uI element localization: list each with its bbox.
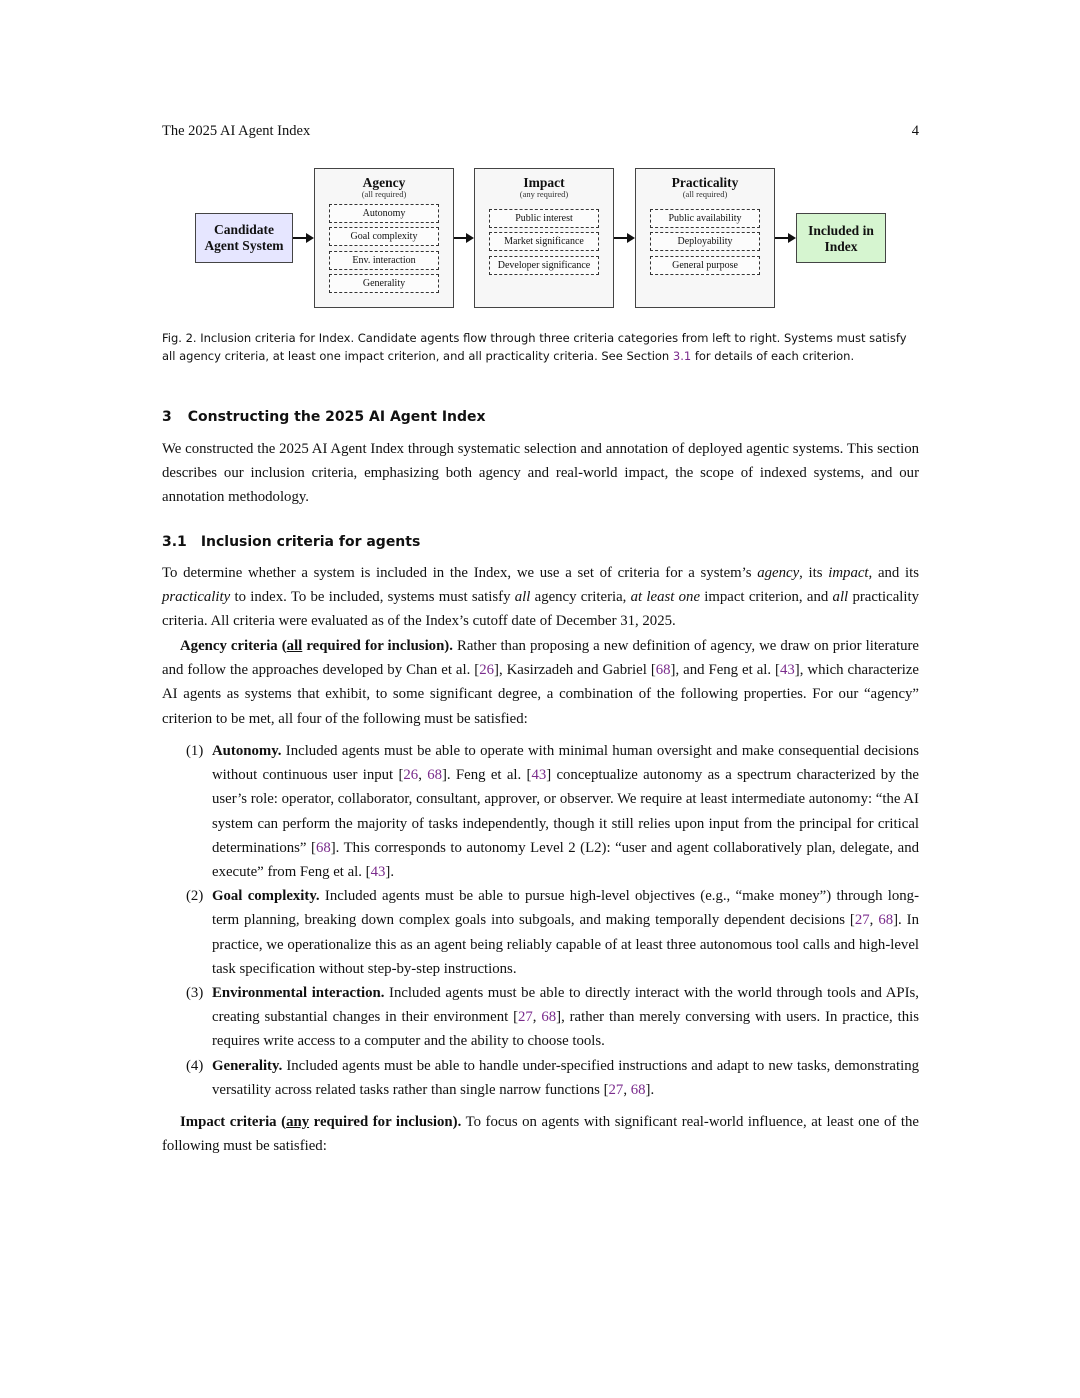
inclusion-criteria-figure bbox=[192, 165, 892, 315]
running-header bbox=[162, 123, 919, 140]
practicality-title: Practicality bbox=[671, 175, 739, 190]
flow-arrow bbox=[614, 237, 633, 239]
list-item: (4) Generality. Included agents must be able to handle under-specified instructions and adapt to new tasks, demonstrating versatility across related tasks rather than single narrow functions [27, 68]. bbox=[186, 1057, 919, 1098]
citation-link[interactable]: 43 bbox=[780, 662, 795, 679]
citation-link[interactable]: 27 bbox=[608, 1081, 624, 1098]
criterion-deployability: Deployability bbox=[650, 232, 760, 251]
citation-link[interactable]: 43 bbox=[370, 864, 386, 881]
criterion-env-interaction: Env. interaction bbox=[329, 251, 439, 270]
list-item: (2) Goal complexity. Included agents must be able to pursue high-level objectives (e.g., “make money”) through long-term planning, breaking down complex goals into subgoals, and making temporally dependent decisions [27, 68]. In practice, we operationalize this as an agent being reliably capable of at least three autonomous tool calls and high-level task specification without step-by-step instructions. bbox=[186, 888, 920, 977]
citation-link[interactable]: 26 bbox=[479, 662, 495, 679]
included-in-index-box: Included in Index bbox=[796, 213, 886, 263]
agency-criteria-list bbox=[162, 739, 919, 1102]
agency-subtitle: (all required) bbox=[361, 189, 407, 199]
section-3-1-heading: 3.1 Inclusion criteria for agents bbox=[162, 534, 421, 550]
section-3-heading: 3 Constructing the 2025 AI Agent Index bbox=[162, 409, 486, 425]
candidate-agent-box: Candidate Agent System bbox=[195, 213, 293, 263]
criterion-general-purpose: General purpose bbox=[650, 256, 760, 275]
citation-link[interactable]: 68 bbox=[541, 1009, 557, 1026]
criterion-generality: Generality bbox=[329, 274, 439, 293]
criterion-public-interest: Public interest bbox=[489, 209, 599, 228]
citation-link[interactable]: 68 bbox=[655, 662, 671, 679]
figure-caption: Fig. 2. Inclusion criteria for Index. Candidate agents flow through three criteria categories from left to right. Systems must satisfy all agency criteria, at least one impact criterion, and all practicality criteria. See Section 3.1 for details of each criterion. bbox=[162, 331, 907, 363]
citation-link[interactable]: 43 bbox=[531, 767, 547, 784]
criterion-goal-complexity: Goal complexity bbox=[329, 227, 439, 246]
section-ref-link[interactable]: 3.1 bbox=[672, 349, 692, 363]
citation-link[interactable]: 68 bbox=[630, 1081, 646, 1098]
agency-category-box bbox=[314, 168, 454, 308]
citation-link[interactable]: 27 bbox=[518, 1009, 533, 1026]
criterion-autonomy: Autonomy bbox=[329, 204, 439, 223]
flow-arrow bbox=[454, 237, 472, 239]
inclusion-intro-paragraph: To determine whether a system is included in the Index, we use a set of criteria for a system’s agency, its impact, and its practicality to index. To be included, systems must satisfy all agency criteria, at least one impact criterion, and all practicality criteria. All criteria were evaluated as of the Index’s cutoff date of December 31, 2025. bbox=[162, 565, 920, 630]
list-item: (1) Autonomy. Included agents must be able to operate with minimal human oversight and make consequential decisions without continuous user input [26, 68]. Feng et al. [43] conceptualize autonomy as a spectrum characterized by the user’s role: operator, collaborator, consultant, approver, or observer. We require at least intermediate autonomy: “the AI system can perform the majority of tasks independently, though it still relies upon input from the principal for critical determinations” [68]. This corresponds to autonomy Level 2 (L2): “user and agent collaboratively plan, delegate, and execute” from Feng et al. [43]. bbox=[186, 743, 919, 881]
page-number: 4 bbox=[911, 123, 919, 139]
impact-category-box bbox=[474, 168, 614, 308]
citation-link[interactable]: 27 bbox=[854, 912, 870, 929]
agency-criteria-paragraph: Agency criteria (all required for inclusion). Rather than proposing a new definition of agency, we draw on prior literature and follow the approaches developed by Chan et al. [26], Kasirzadeh and Gabriel [68], and Feng et al. [43], which characterize AI agents as systems that exhibit, to some significant degree, a combination of the following properties. For our “agency” criterion to be met, all four of the following must be satisfied: bbox=[162, 638, 919, 727]
criterion-market-significance: Market significance bbox=[489, 232, 599, 251]
list-item: (3) Environmental interaction. Included agents must be able to directly interact with the world through tools and APIs, creating substantial changes in their environment [27, 68], rather than merely conversing with users. In practice, this requires write access to a computer and the ability to choose tools. bbox=[186, 985, 919, 1050]
impact-title: Impact bbox=[523, 175, 565, 190]
impact-criteria-paragraph: Impact criteria (any required for inclusion). To focus on agents with significant real-world influence, at least one of the following must be satisfied: bbox=[162, 1114, 919, 1155]
citation-link[interactable]: 68 bbox=[315, 839, 331, 856]
criterion-public-availability: Public availability bbox=[650, 209, 760, 228]
section-3-intro: We constructed the 2025 AI Agent Index through systematic selection and annotation of deployed agentic systems. This section describes our inclusion criteria, emphasizing both agency and real-world impact, the scope of indexed systems, and our annotation methodology. bbox=[162, 441, 919, 506]
impact-subtitle: (any required) bbox=[519, 189, 569, 199]
flow-arrow bbox=[293, 237, 312, 239]
flow-arrow bbox=[775, 237, 794, 239]
citation-link[interactable]: 68 bbox=[427, 767, 442, 784]
agency-title: Agency bbox=[362, 175, 406, 190]
citation-link[interactable]: 68 bbox=[878, 912, 894, 929]
criterion-developer-significance: Developer significance bbox=[489, 256, 599, 275]
citation-link[interactable]: 26 bbox=[403, 767, 419, 784]
practicality-category-box bbox=[635, 168, 775, 308]
running-title: The 2025 AI Agent Index bbox=[162, 123, 311, 139]
practicality-subtitle: (all required) bbox=[682, 189, 728, 199]
